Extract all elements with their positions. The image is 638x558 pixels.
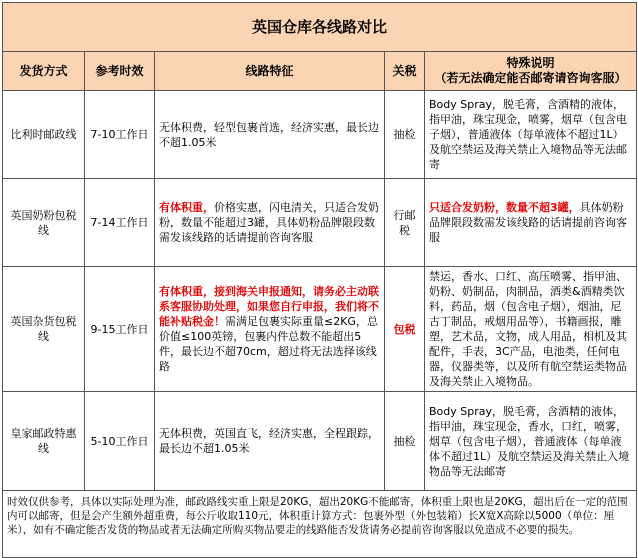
row-feature-highlight: 有体积重，接到海关申报通知，请务必主动联系客服协助处理，如果您自行申报，我们将不能补贴税金！: [159, 285, 379, 328]
header-special-subtitle: （若无法确定能否邮寄请咨询客服）: [434, 71, 627, 85]
header-time: 参考时效: [85, 52, 155, 91]
footnote: 时效仅供参考，具体以实际处理为准，邮政路线实重上限是20KG，超出20KG不能邮寄，体积重上限也是20KG，超出后在一定的范围内可以邮寄，但是会产生额外超重费，每公斤收取110元，体积重计算方式：包裹外型（外包装箱）长X宽X高除以5000（单位：厘米），如有不确定能否发货的物品或者无法确定所购买物品要走的线路能否发货请务必提前咨询客服以免造成不必要的损失。: [3, 491, 637, 558]
row-time: 7-10工作日: [85, 91, 155, 179]
table-row: [3, 392, 637, 491]
row-tax: 包税: [385, 267, 425, 392]
row-method: 英国杂货包税线: [3, 267, 85, 392]
comparison-sheet: [2, 2, 636, 558]
row-special: [425, 179, 637, 267]
row-special: Body Spray，脱毛膏，含酒精的液体，指甲油，珠宝现金，喷雾，烟草（包含电子烟），普通液体（每单液体不超过1L）及航空禁运及海关禁止入境物品等无法邮寄: [425, 91, 637, 179]
row-tax: 行邮税: [385, 179, 425, 267]
route-comparison-table: [2, 2, 637, 558]
header-tax: 关税: [385, 52, 425, 91]
row-special: Body Spray，脱毛膏，含酒精的液体，指甲油，珠宝现金，香水，口红，喷雾，烟草（包含电子烟），普通液体（每单液体不超过1L）及航空禁运及海关禁止入境物品等无法邮寄: [425, 392, 637, 491]
table-row: [3, 91, 637, 179]
row-method: 皇家邮政特惠线: [3, 392, 85, 491]
row-feature: 无体积费，英国直飞，经济实惠，全程跟踪，最长边不超1.05米: [155, 392, 385, 491]
header-special: [425, 52, 637, 91]
header-special-title: 特殊说明: [506, 56, 555, 70]
row-special: 禁运，香水、口红、高压喷雾、指甲油、奶粉、奶制品，肉制品，酒类&酒精类饮料，药品，烟（包含电子烟），烟油，尼古丁制品，戒烟用品等），书籍画报，雕塑，艺术品，文物，成人用品，相机及其配件，手表，3C产品，电池类，任何电器，仪器类等，以及所有航空禁运类物品及海关禁止入境物品。: [425, 267, 637, 392]
row-special-highlight: 只适合发奶粉，数量不超3罐，: [429, 201, 580, 214]
row-tax: 抽检: [385, 91, 425, 179]
row-feature: 无体积费，轻型包裹首选，经济实惠，最长边不超1.05米: [155, 91, 385, 179]
table-title: 英国仓库各线路对比: [3, 3, 637, 52]
header-feature: 线路特征: [155, 52, 385, 91]
row-feature-text: 需满足包裹实际重量≤2KG，总价值≤100英镑，包裹内件总数不能超出5件，最长边不超70cm，超过将无法选择该线路: [159, 315, 378, 373]
row-tax: 抽检: [385, 392, 425, 491]
row-time: 9-15工作日: [85, 267, 155, 392]
row-method: 比利时邮政线: [3, 91, 85, 179]
row-feature: [155, 267, 385, 392]
row-method: 英国奶粉包税线: [3, 179, 85, 267]
row-special-text: 具体奶粉品牌限段数需发该线路的话请提前咨询客服: [429, 201, 627, 244]
table-row: [3, 179, 637, 267]
table-row: [3, 267, 637, 392]
header-method: 发货方式: [3, 52, 85, 91]
row-time: 7-14工作日: [85, 179, 155, 267]
row-feature-text: 价格实惠，闪电清关，只适合发奶粉，数量不能超过3罐，具体奶粉品牌限段数需发该线路的话请提前咨询客服: [159, 201, 379, 244]
row-feature: [155, 179, 385, 267]
row-time: 5-10工作日: [85, 392, 155, 491]
row-feature-highlight: 有体积重，: [159, 201, 214, 214]
